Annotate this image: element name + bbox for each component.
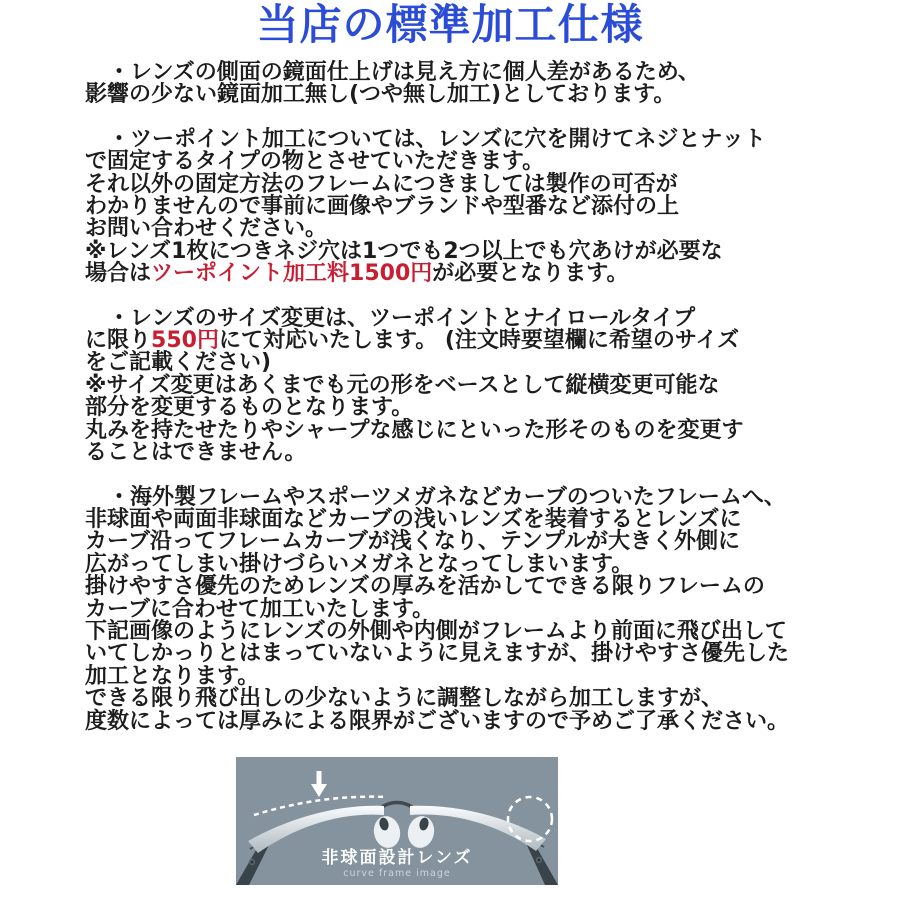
text-segment: カーブに合わせて加工いたします。 bbox=[85, 596, 435, 622]
curve-frame-figure bbox=[236, 757, 558, 885]
text-segment: ※サイズ変更はあくまでも元の形をベースとして縦横変更可能な bbox=[85, 372, 720, 398]
text-line bbox=[85, 596, 789, 622]
text-line bbox=[85, 263, 789, 285]
text-segment: ることはできません。 bbox=[85, 440, 307, 466]
text-segment: ※レンズ1枚につきネジ穴は1つでも2つ以上でも穴あけが必要な bbox=[85, 238, 723, 264]
text-line bbox=[85, 551, 789, 577]
figure-caption-main: 非球面設計レンズ bbox=[321, 848, 473, 868]
figure-caption-sub: curve frame image bbox=[343, 868, 451, 879]
text-line bbox=[85, 397, 789, 419]
highlighted-price-text: 550円 bbox=[151, 328, 219, 354]
text-segment: ・レンズのサイズ変更は、ツーポイントとナイロールタイプ bbox=[108, 305, 696, 331]
right-hinge-screw-center bbox=[538, 859, 541, 862]
text-line bbox=[85, 238, 789, 264]
text-line bbox=[85, 663, 789, 689]
paragraph bbox=[85, 62, 789, 107]
text-line bbox=[85, 484, 789, 510]
text-segment: 度数によっては厚みによる限界がございますので予めご了承ください。 bbox=[85, 708, 790, 734]
text-line bbox=[85, 126, 789, 152]
paragraph bbox=[85, 126, 789, 287]
paragraph bbox=[85, 305, 789, 466]
text-segment: が必要となります。 bbox=[432, 261, 629, 287]
text-line bbox=[85, 151, 789, 173]
glasses-top-view-illustration bbox=[236, 757, 558, 885]
text-segment: できる限り飛び出しの少ないように調整しながら加工しますが、 bbox=[85, 686, 724, 712]
text-segment: をご記載ください) bbox=[85, 350, 272, 376]
text-segment: 広がってしまい掛けづらいメガネとなってしまいます。 bbox=[85, 551, 634, 577]
highlighted-price-text: ツーポイント加工料1500円 bbox=[151, 261, 433, 287]
text-segment: 場合は bbox=[85, 261, 152, 287]
text-line bbox=[85, 305, 789, 331]
text-segment: ・ツーポイント加工については、レンズに穴を開けてネジとナット bbox=[108, 126, 766, 152]
body-text bbox=[85, 62, 789, 755]
text-line bbox=[85, 330, 789, 352]
paragraph bbox=[85, 484, 790, 734]
text-line bbox=[85, 576, 789, 598]
left-hinge-screw-center bbox=[251, 861, 254, 864]
text-line bbox=[85, 171, 789, 197]
text-line bbox=[85, 417, 789, 443]
text-segment: に限り bbox=[85, 328, 152, 354]
text-line bbox=[85, 218, 789, 240]
text-segment: いてしかっりとはまっていないように見えますが、掛けやすさ優先した bbox=[85, 641, 790, 667]
text-segment: ・海外製フレームやスポーツメガネなどカーブのついたフレームへ、 bbox=[108, 484, 786, 510]
text-segment: わかりませんので事前に画像やブランドや型番など添付の上 bbox=[85, 194, 680, 220]
text-line bbox=[85, 84, 789, 106]
text-segment: カーブ沿ってフレームカーブが浅くなり、テンプルが大きく外側に bbox=[85, 529, 740, 555]
text-line bbox=[85, 531, 789, 553]
text-segment: 部分を変更するものとなります。 bbox=[85, 395, 414, 421]
text-segment: にて対応いたします。 (注文時要望欄に希望のサイズ bbox=[218, 328, 740, 354]
text-segment: 丸みを持たせたりやシャープな感じにといった形そのものを変更す bbox=[85, 417, 744, 443]
text-line bbox=[85, 372, 789, 398]
text-line bbox=[85, 618, 789, 644]
text-line bbox=[85, 442, 789, 464]
text-segment: 加工となります。 bbox=[85, 663, 260, 689]
text-segment: 影響の少ない鏡面加工無し(つや無し加工)としております。 bbox=[85, 82, 676, 108]
text-segment: お問い合わせください。 bbox=[85, 216, 328, 242]
text-segment: 下記画像のようにレンズの外側や内側がフレームより前面に飛び出して bbox=[85, 618, 787, 644]
page-title: 当店の標準加工仕様 bbox=[256, 0, 644, 49]
text-line bbox=[85, 643, 789, 665]
text-segment: 掛けやすさ優先のためレンズの厚みを活かしてできる限りフレームの bbox=[85, 574, 765, 600]
text-line bbox=[85, 708, 790, 734]
text-line bbox=[85, 506, 789, 532]
text-segment: で固定するタイプの物とさせていただきます。 bbox=[85, 149, 545, 175]
text-segment: それ以外の固定方法のフレームにつきましては製作の可否が bbox=[85, 171, 678, 197]
text-line bbox=[85, 688, 789, 710]
text-segment: ・レンズの側面の鏡面仕上げは見え方に個人差があるため、 bbox=[108, 60, 700, 85]
text-segment: 非球面や両面非球面などカーブの浅いレンズを装着するとレンズに bbox=[85, 506, 742, 532]
text-line bbox=[85, 352, 789, 374]
